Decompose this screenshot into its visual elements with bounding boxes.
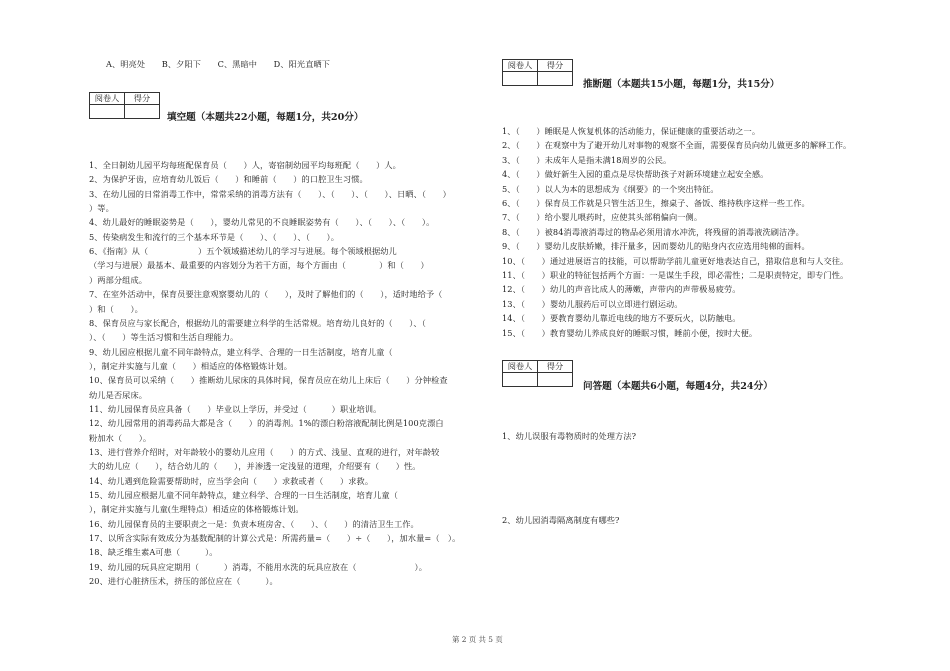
question-line: 粉加水（ ）。 [89,432,152,443]
question-line: 15、（ ）教育婴幼儿养成良好的睡眠习惯，睡前小便，按时大便。 [502,327,758,338]
fill-score-table [89,92,160,119]
question-line: （学习与进展）最基本、最重要的内容划分为若干方面，每个方面由（ ）和（ ） [89,260,429,271]
question-line: 6、《指南》从（ ）五个领域描述幼儿的学习与进展。每个领域根据幼儿 [89,246,397,257]
question-line: 6、（ ）保育员工作就是只管生活卫生，擦桌子、备饭、维持秩序这样一些工作。 [502,198,810,208]
judge-section-title: 推断题（本题共15小题，每题1分，共15分） [583,79,780,90]
grader-cell [503,373,538,387]
question-line: 11、幼儿园保育员应具备（ ）毕业以上学历，并受过（ ）职业培训。 [89,403,382,414]
score-header: 得分 [125,93,160,105]
question-line: 12、幼儿园常用的消毒药品大都是含（ ）的消毒剂。1%的漂白粉溶液配制比例是100克漂白 [89,418,444,429]
question-line: ）、（ ）等生活习惯和生活自理能力。 [89,332,239,343]
question-line: 9、（ ）婴幼儿皮肤娇嫩，排汗量多，因而婴幼儿的贴身内衣应选用纯棉的面料。 [502,241,810,252]
question-line: 9、幼儿园应根据儿童不同年龄特点，建立科学、合理的一日生活制度，培育儿童（ [89,346,393,357]
question-line: 7、在室外活动中，保育员要注意观察婴幼儿的（ ），及时了解他们的（ ），适时地给予（ [89,289,443,300]
question-line: 13、进行营养介绍时，对年龄较小的婴幼儿应用（ ）的方式、浅显、直观的进行，对年龄较 [89,447,440,457]
question-line: 5、传染病发生和流行的三个基本环节是（ ）、（ ）、（ ）。 [89,231,340,242]
question-line: 19、幼儿园的玩具应定期用（ ）消毒，不能用水洗的玩具应放在（ ）。 [89,561,428,572]
question-line: 20、进行心脏挤压术，挤压的部位应在（ ）。 [89,576,278,587]
score-header: 得分 [538,60,573,72]
question-line: 4、幼儿最好的睡眠姿势是（ ），婴幼儿常见的不良睡眠姿势有（ ）、（ ）、（ ）。 [89,217,435,228]
score-header: 得分 [538,361,573,373]
question-line: 3、在幼儿园的日常消毒工作中，常常采纳的消毒方法有（ ）、（ ）、（ ）、日晒、（ ） [89,188,451,199]
qa-score-table [502,360,573,387]
score-cell [538,373,573,387]
question-line: 7、（ ）给小婴儿喂药时，应使其头部稍偏向一侧。 [502,212,703,223]
question-line: ），制定并实施与儿童（ ）相适应的体格锻炼计划。 [89,360,293,371]
judge-score-table [502,59,573,86]
grader-cell [90,105,125,119]
question-line: 2、（ ）在观察中为了避开幼儿对事物的观察不全面，需要保育员向幼儿做更多的解释工作。 [502,140,852,151]
question-line: 18、缺乏维生素A可患（ ）。 [89,547,218,558]
grader-cell [503,72,538,86]
question-line: ）等。 [89,203,114,214]
question-line: 大的幼儿应（ ），结合幼儿的（ ），并渗透一定浅显的道理，介绍要有（ ）性。 [89,461,421,472]
question-line: 2、为保护牙齿，应培育幼儿饭后（ ）和睡前（ ）的口腔卫生习惯。 [89,174,368,185]
question-line: 11、（ ）职业的特征包括两个方面：一是谋生手段，即必需性；二是职责特定，即专门性。 [502,270,849,280]
question-line: ）两部分组成。 [89,274,148,285]
grader-header: 阅卷人 [90,93,125,105]
question-line: 14、幼儿遇到危险需要帮助时，应当学会向（ ）求救或者（ ）求救。 [89,475,374,486]
question-line: 17、以所含实际有效成分为基数配制的计算公式是：所需药量=（ ）÷（ ），加水量=（ ）。 [89,533,461,544]
question-line: 幼儿是否尿床。 [89,389,148,400]
question-line: 12、（ ）幼儿的声音比成人的薄嫩，声带内的声带极易疲劳。 [502,284,741,295]
question-line: 10、（ ）通过进展语言的技能，可以帮助学前儿童更好地表达自己，猎取信息和与人交往。 [502,255,849,266]
score-cell [125,105,160,119]
question-line: 8、（ ）被84消毒液消毒过的物品必须用清水冲洗，将残留的消毒液洗刷洁净。 [502,226,804,237]
qa-section-title: 问答题（本题共6小题，每题4分，共24分） [583,381,773,392]
score-cell [538,72,573,86]
question-line: 3、（ ）未成年人是指未满18周岁的公民。 [502,154,672,165]
fill-section-title: 填空题（本题共22小题，每题1分，共20分） [167,112,364,123]
question-line: 10、保育员可以采纳（ ）推断幼儿尿床的具体时间，保育员应在幼儿上床后（ ）分钟检查 [89,375,448,386]
question-line: ），制定并实施与儿童(生理特点）相适应的体格锻炼计划。 [89,504,304,515]
question-line: 5、（ ）以人为本的思想成为《纲要》的一个突出特征。 [502,183,719,194]
question-line: ）和（ ）。 [89,303,143,314]
question-line: 1、（ ）睡眠是人恢复机体的活动能力，保证健康的重要活动之一。 [502,126,761,136]
grader-header: 阅卷人 [503,361,538,373]
question-line: 16、幼儿园保育员的主要职责之一是：负责本班房舍、（ ）、（ ）的清洁卫生工作。 [89,518,419,529]
question-line: 8、保育员应与家长配合，根据幼儿的需要建立科学的生活常规。培育幼儿良好的（ ）、（ [89,317,426,328]
qa-question-2: 2、幼儿园消毒隔离制度有哪些? [502,515,620,525]
question-line: 1、全日制幼儿园平均每班配保育员（ ）人，寄宿制幼园平均每班配（ ）人。 [89,160,401,170]
previous-question-options: A、明亮处 B、夕阳下 C、黑暗中 D、阳光直晒下 [106,59,331,69]
question-line: 13、（ ）婴幼儿服药后可以立即进行剧运动。 [502,298,683,309]
question-line: 15、幼儿园应根据儿童不同年龄特点，建立科学、合理的一日生活制度，培育儿童（ [89,490,398,501]
grader-header: 阅卷人 [503,60,538,72]
question-line: 4、（ ）做好新生入园的重点是尽快帮助孩子对新环境建立起安全感。 [502,169,769,180]
page-footer: 第 2 页 共 5 页 [452,635,503,644]
question-line: 14、（ ）要教育婴幼儿靠近电线的地方不要玩火，以防触电。 [502,313,741,324]
qa-question-1: 1、幼儿误服有毒物质时的处理方法? [502,431,637,441]
